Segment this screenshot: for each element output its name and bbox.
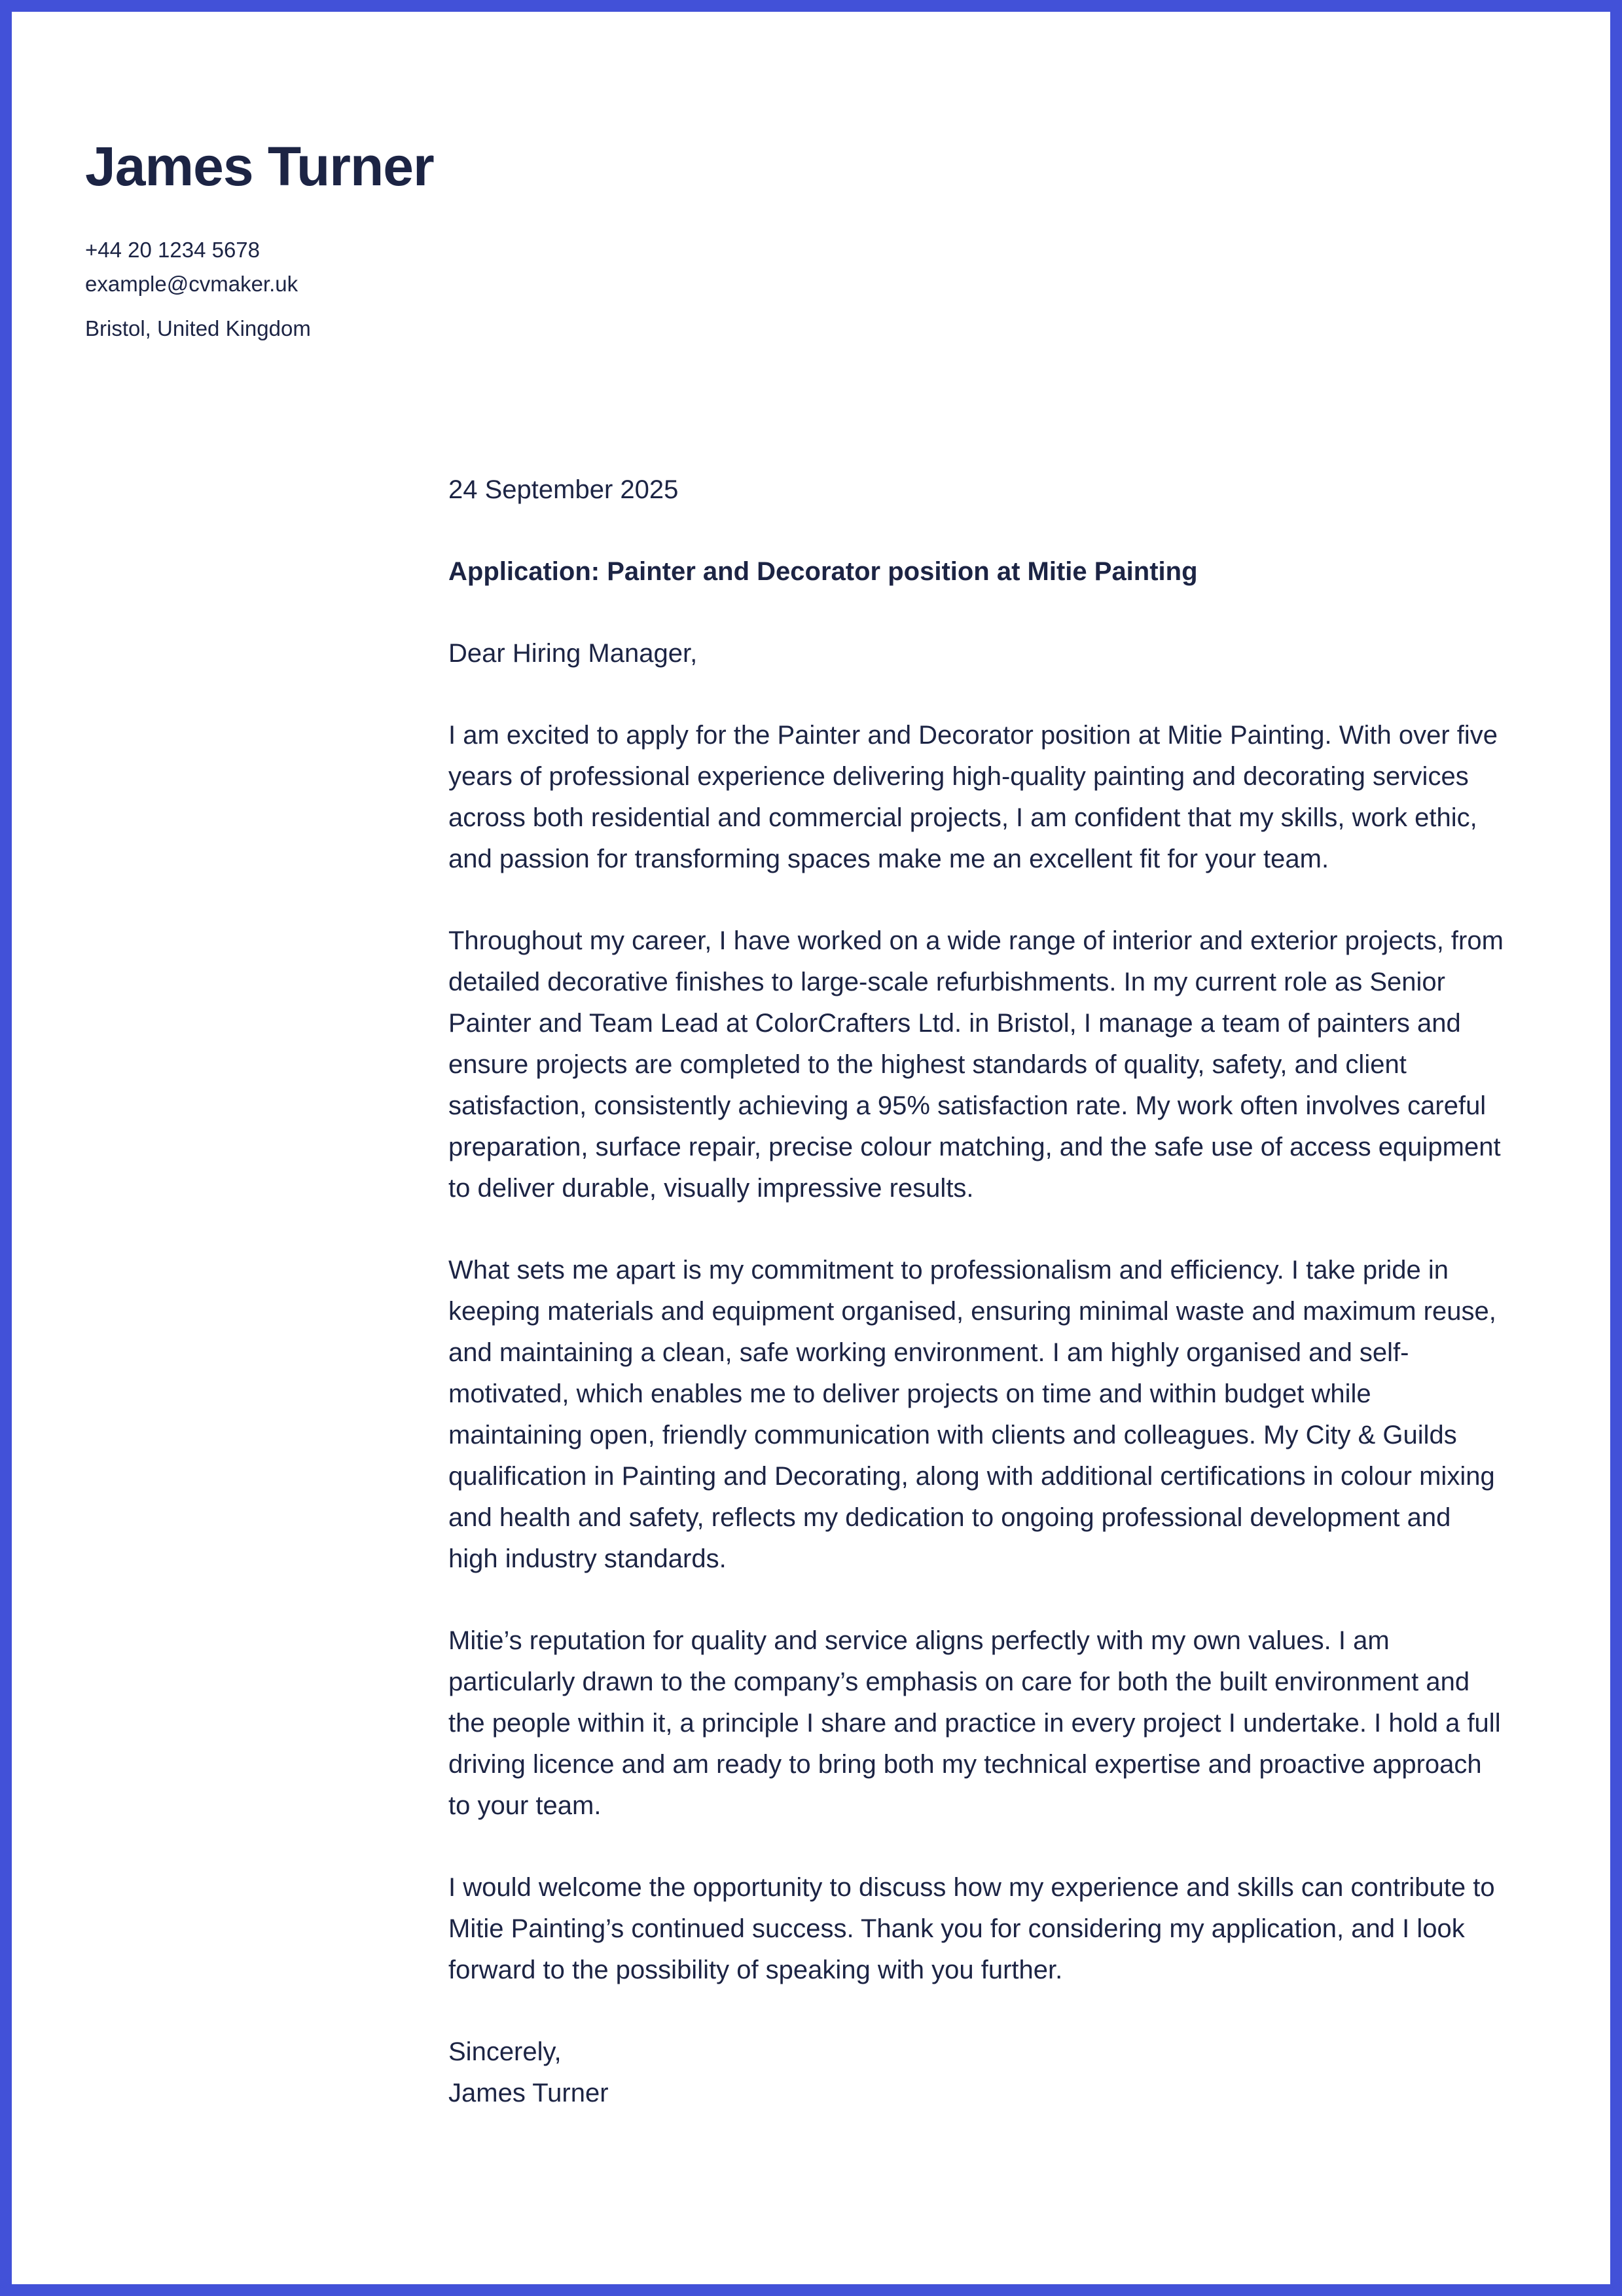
salutation: Dear Hiring Manager, [448,638,698,668]
signoff-block [448,2032,1505,2114]
paragraph-call-to-action: I would welcome the opportunity to discuss how my experience and skills can contribute to Mitie Painting’s continued success. Thank you for considering my application, and I look forward to the possibility of speaking with you further. [448,1872,1495,1984]
letter-body [448,469,1505,2114]
closing: Sincerely, [448,2037,562,2066]
phone-number: +44 20 1234 5678 [85,238,261,263]
letter-date: 24 September 2025 [448,475,679,504]
paragraph-company-fit: Mitie’s reputation for quality and service aligns perfectly with my own values. I am particularly drawn to the company’s emphasis on care for both the built environment and the people within it, a principle I share and practice in every project I undertake. I hold a full driving licence and am ready to bring both my technical expertise and proactive approach to your team. [448,1626,1501,1820]
contact-info [85,233,1505,344]
paragraph-intro: I am excited to apply for the Painter and Decorator position at Mitie Painting. With over five years of professional experience delivering high-quality painting and decorating services across both residential and commercial projects, I am confident that my skills, work ethic, and passion for transforming spaces make me an excellent fit for your team. [448,720,1498,873]
location: Bristol, United Kingdom [85,316,311,340]
email-address: example@cvmaker.uk [85,271,298,296]
letter-header [85,136,1505,345]
paragraph-experience: Throughout my career, I have worked on a wide range of interior and exterior projects, from detailed decorative finishes to large-scale refurbishments. In my current role as Senior Painter and Team Lead at ColorCrafters Ltd. in Bristol, I manage a team of painters and ensure projects are completed to the highest standards of quality, safety, and client satisfaction, consistently achieving a 95% satisfaction rate. My work often involves careful preparation, surface repair, precise colour matching, and the safe use of access equipment to deliver durable, visually impressive results. [448,926,1504,1203]
signature-name: James Turner [448,2078,609,2107]
subject-line: Application: Painter and Decorator position at Mitie Painting [448,556,1198,586]
applicant-name: James Turner [85,136,434,197]
paragraph-strengths: What sets me apart is my commitment to professionalism and efficiency. I take pride in keeping materials and equipment organised, ensuring minimal waste and maximum reuse, and maintaining a clean, safe working environment. I am highly organised and self-motivated, which enables me to deliver projects on time and within budget while maintaining open, friendly communication with clients and colleagues. My City & Guilds qualification in Painting and Decorating, along with additional certifications in colour mixing and health and safety, reflects my dedication to ongoing professional development and high industry standards. [448,1255,1496,1573]
